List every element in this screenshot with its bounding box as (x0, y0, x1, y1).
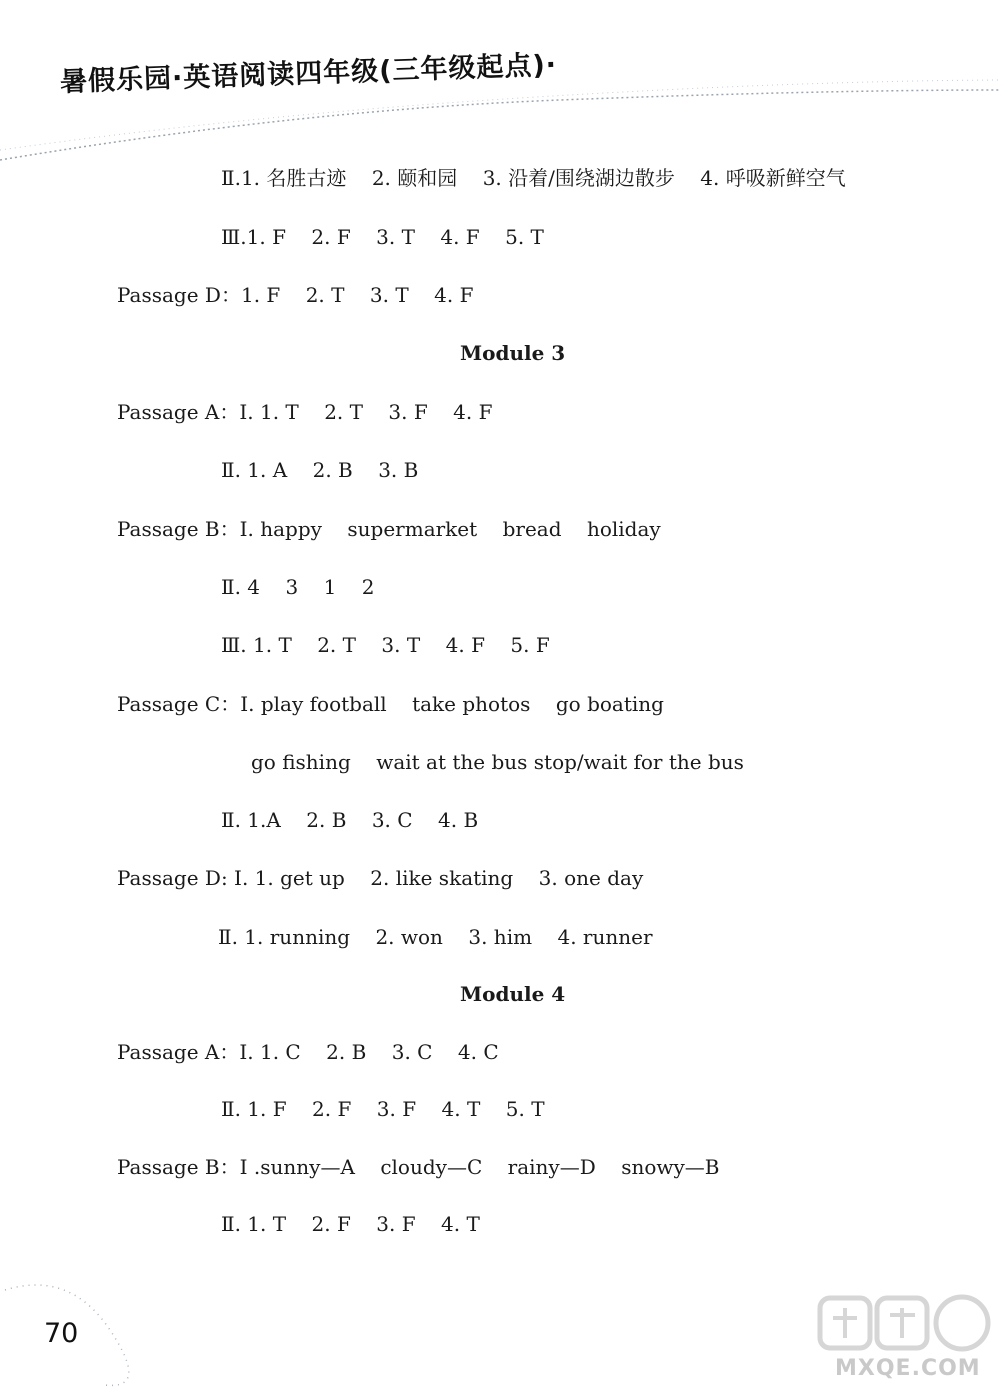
answer-line: Passage D：1. F 2. T 3. T 4. F (117, 283, 474, 307)
answer-line: Ⅱ. 4 3 1 2 (221, 575, 375, 599)
answer-line: Ⅱ.1. 名胜古迹 2. 颐和园 3. 沿着/围绕湖边散步 4. 呼吸新鲜空气 (221, 166, 846, 190)
answer-line: Ⅲ.1. F 2. F 3. T 4. F 5. T (221, 225, 544, 249)
watermark-text: MXQE.COM (835, 1356, 981, 1381)
answer-line: Passage B：Ⅰ .sunny—A cloudy—C rainy—D snowy—B (117, 1155, 720, 1179)
answer-line: Passage A：Ⅰ. 1. C 2. B 3. C 4. C (117, 1040, 499, 1064)
answer-line: Passage B：Ⅰ. happy supermarket bread holiday (117, 517, 661, 541)
answer-line: Ⅱ. 1.A 2. B 3. C 4. B (221, 808, 479, 832)
page-header-title: 暑假乐园·英语阅读四年级(三年级起点)· (59, 49, 558, 98)
answer-line: Ⅱ. 1. running 2. won 3. him 4. runner (218, 925, 653, 949)
answer-line: Ⅱ. 1. F 2. F 3. F 4. T 5. T (221, 1097, 545, 1121)
module-heading: Module 3 (460, 341, 566, 365)
answer-line: Passage D: Ⅰ. 1. get up 2. like skating 3. one day (117, 866, 644, 890)
module-heading: Module 4 (460, 982, 566, 1006)
answer-line: go fishing wait at the bus stop/wait for the bus (251, 750, 744, 774)
answer-line: Ⅱ. 1. T 2. F 3. F 4. T (221, 1212, 480, 1236)
answer-line: Ⅲ. 1. T 2. T 3. T 4. F 5. F (221, 633, 550, 657)
answer-line: Passage C：Ⅰ. play football take photos go boating (117, 692, 664, 716)
answer-line: Ⅱ. 1. A 2. B 3. B (221, 458, 419, 482)
page-number: 70 (44, 1318, 79, 1349)
answer-line: Passage A：Ⅰ. 1. T 2. T 3. F 4. F (117, 400, 493, 424)
